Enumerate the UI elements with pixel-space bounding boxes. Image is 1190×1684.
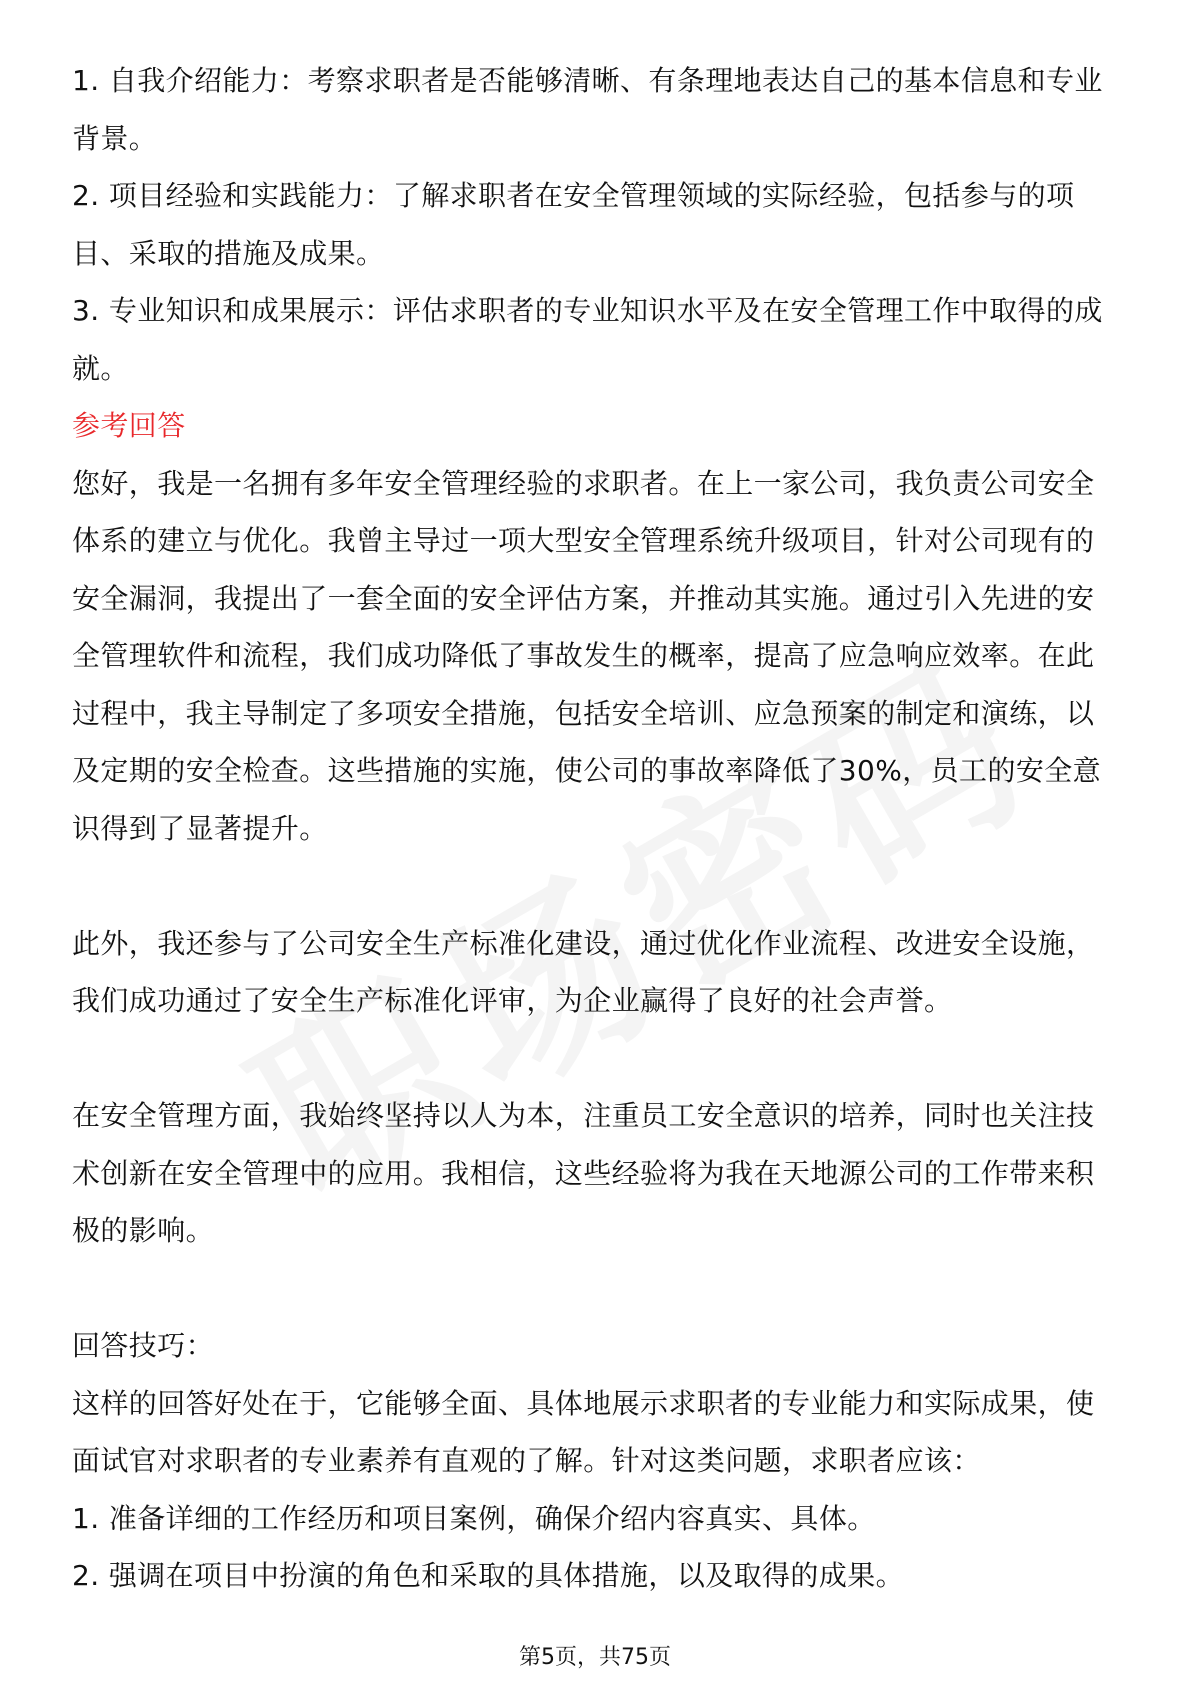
- tip-item: 2. 强调在项目中扮演的角色和采取的具体措施，以及取得的成果。: [72, 1559, 905, 1592]
- tips-heading: 回答技巧：: [72, 1329, 215, 1362]
- criterion-item: 2. 项目经验和实践能力：了解求职者在安全管理领域的实际经验，包括参与的项目、采取的措施及成果。: [72, 179, 1075, 270]
- tips-intro: 这样的回答好处在于，它能够全面、具体地展示求职者的专业能力和实际成果，使面试官对求职者的专业素养有直观的了解。针对这类问题，求职者应该：: [72, 1386, 1095, 1477]
- document-body: [72, 52, 1117, 1605]
- paragraph-gap: [72, 1030, 1117, 1088]
- answer-paragraph: 您好，我是一名拥有多年安全管理经验的求职者。在上一家公司，我负责公司安全体系的建立与优化。我曾主导过一项大型安全管理系统升级项目，针对公司现有的安全漏洞，我提出了一套全面的安全评估方案，并推动其实施。通过引入先进的安全管理软件和流程，我们成功降低了事故发生的概率，提高了应急响应效率。在此过程中，我主导制定了多项安全措施，包括安全培训、应急预案的制定和演练，以及定期的安全检查。这些措施的实施，使公司的事故率降低了30%，员工的安全意识得到了显著提升。: [72, 466, 1102, 845]
- paragraph-gap: [72, 1260, 1117, 1318]
- answer-paragraph: 在安全管理方面，我始终坚持以人为本，注重员工安全意识的培养，同时也关注技术创新在安全管理中的应用。我相信，这些经验将为我在天地源公司的工作带来积极的影响。: [72, 1099, 1095, 1247]
- criterion-item: 1. 自我介绍能力：考察求职者是否能够清晰、有条理地表达自己的基本信息和专业背景。: [72, 64, 1103, 155]
- criterion-item: 3. 专业知识和成果展示：评估求职者的专业知识水平及在安全管理工作中取得的成就。: [72, 294, 1103, 385]
- reference-answer-heading: 参考回答: [72, 409, 186, 442]
- page-number: 第5页，共75页: [519, 1645, 671, 1670]
- paragraph-gap: [72, 857, 1117, 915]
- tip-item: 1. 准备详细的工作经历和项目案例，确保介绍内容真实、具体。: [72, 1501, 876, 1535]
- answer-paragraph: 此外，我还参与了公司安全生产标准化建设，通过优化作业流程、改进安全设施，我们成功通过了安全生产标准化评审，为企业赢得了良好的社会声誉。: [72, 926, 1095, 1017]
